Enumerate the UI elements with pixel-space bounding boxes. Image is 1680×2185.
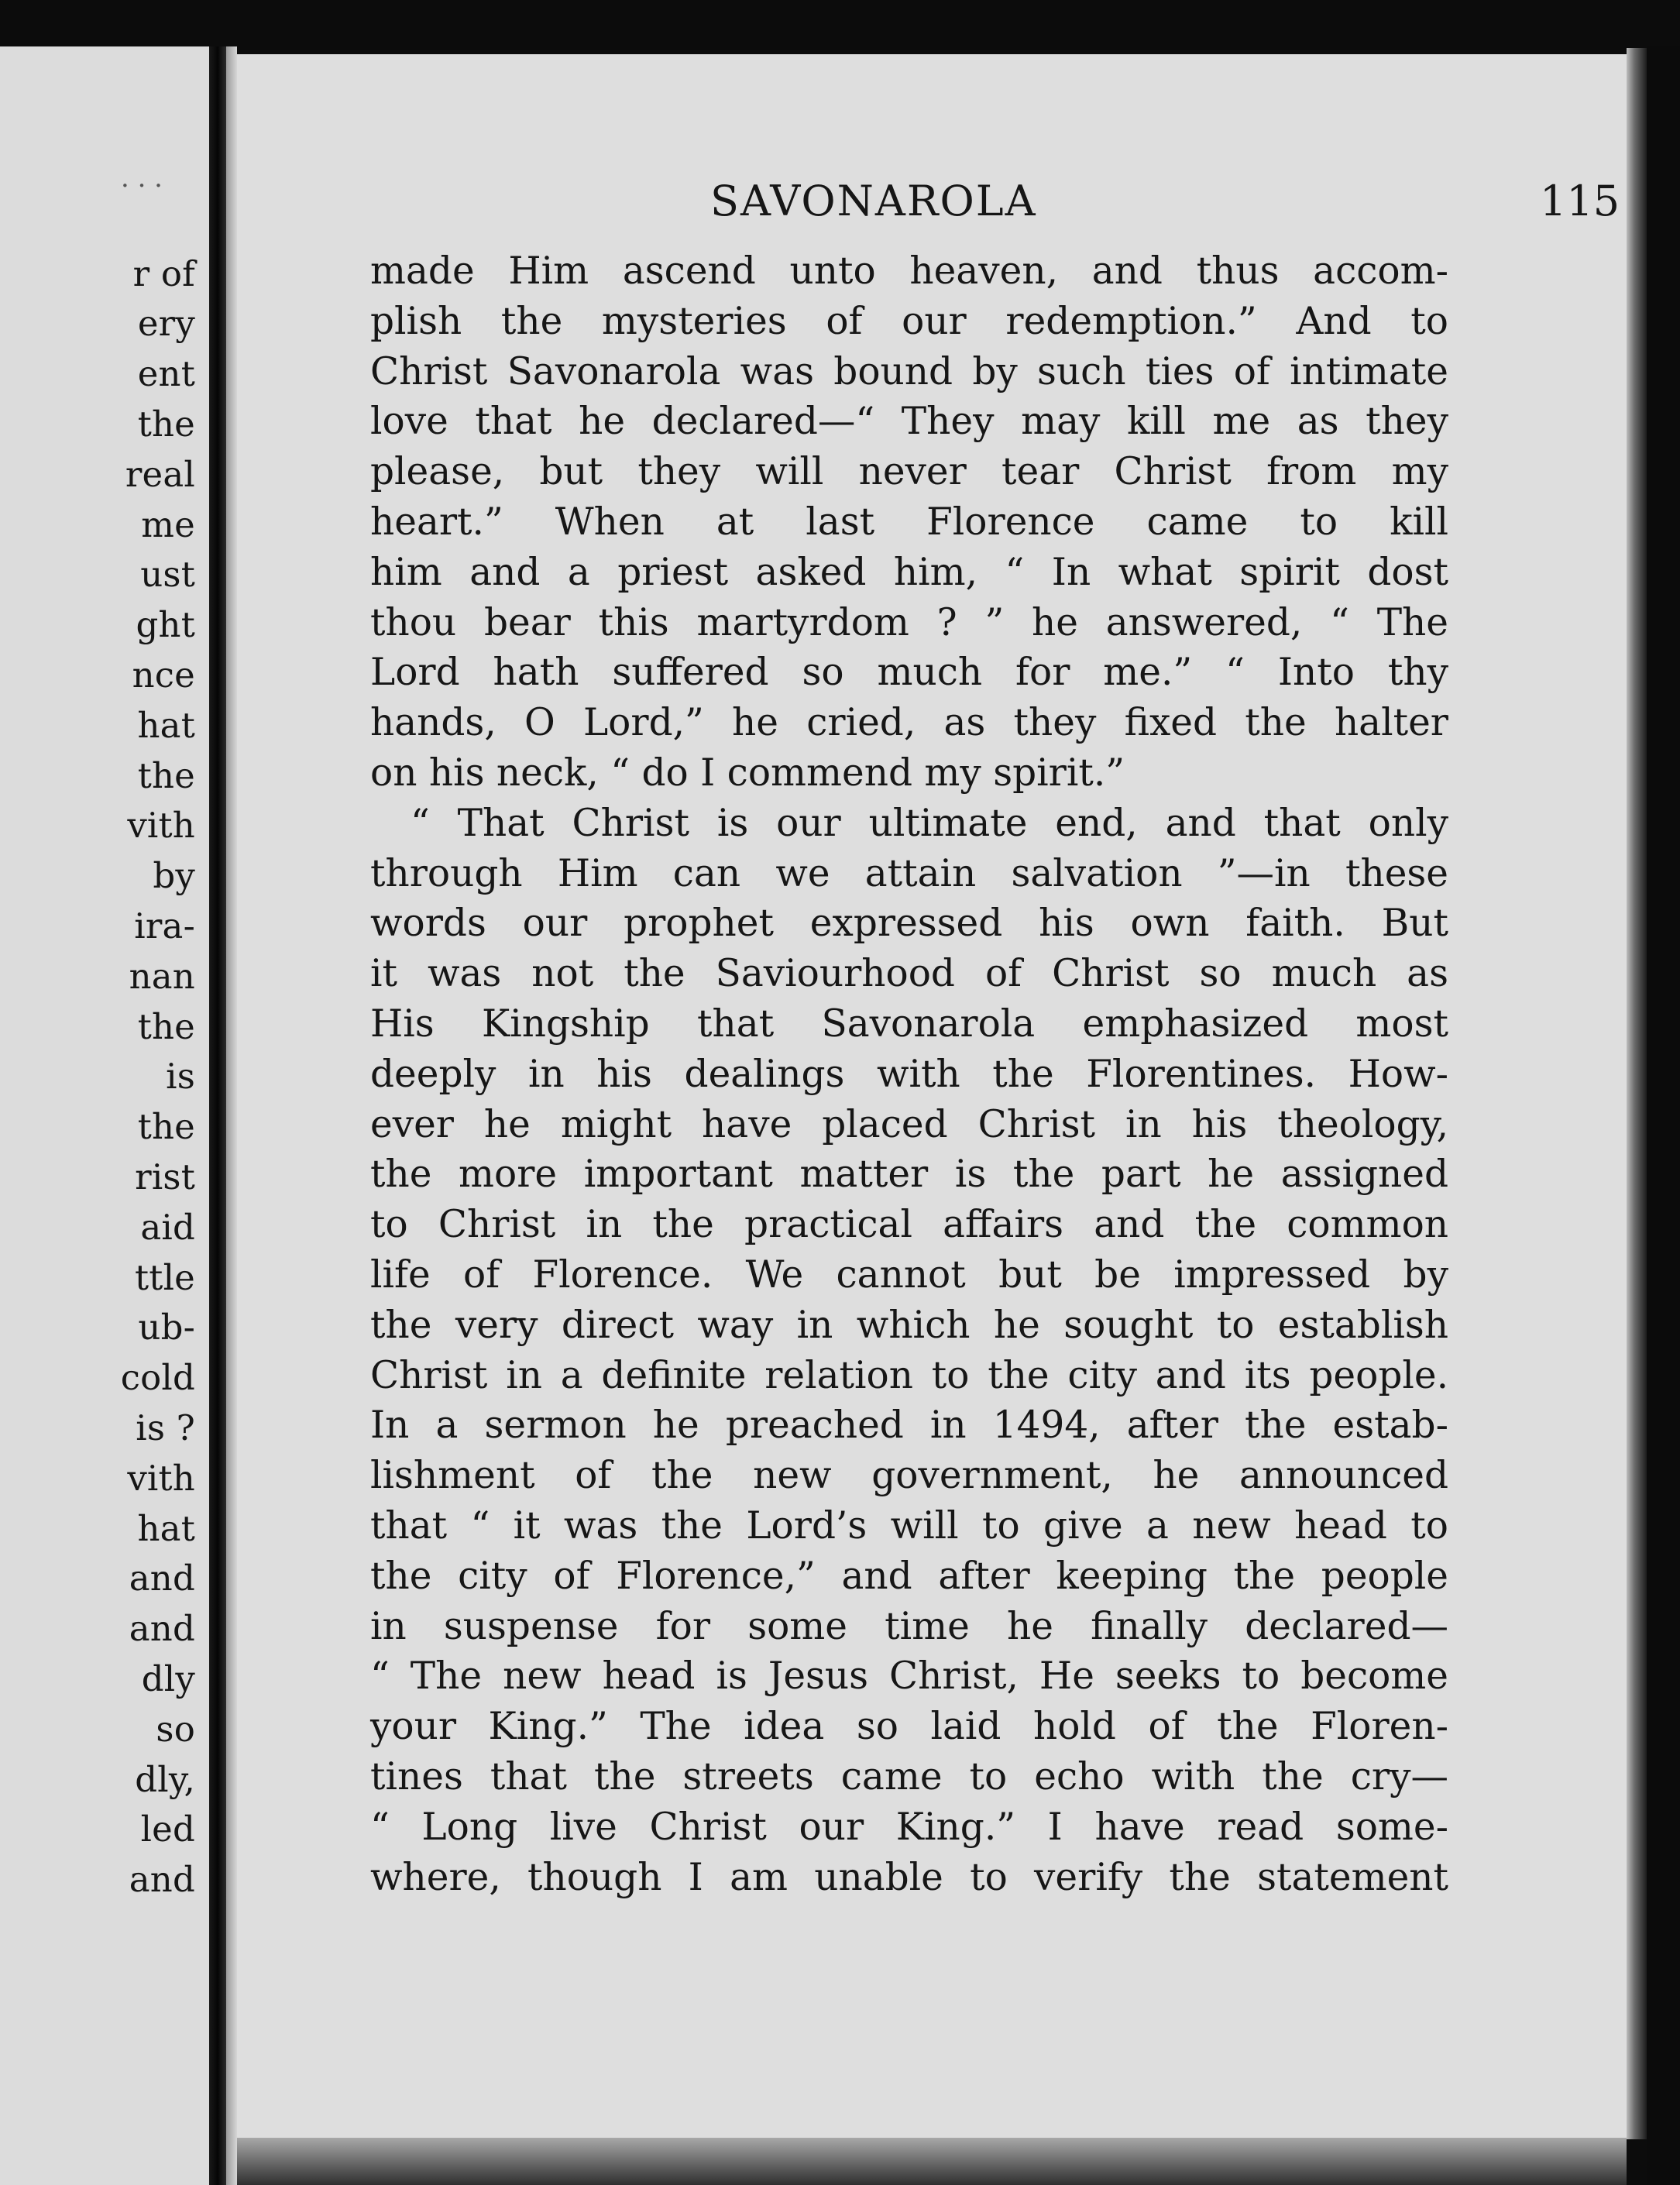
text-line: hands, O Lord,” he cried, as they fixed the halter (370, 701, 1448, 745)
left-fragment: and (129, 1558, 195, 1599)
left-fragment: the (137, 1106, 195, 1147)
book-gutter (209, 46, 226, 2185)
text-line: in suspense for some time he finally declared— (370, 1604, 1448, 1648)
left-page (0, 46, 209, 2185)
gutter-edge (226, 46, 237, 2185)
text-line: ever he might have placed Christ in his theology, (370, 1102, 1448, 1146)
scan-border (1647, 46, 1680, 2185)
text-line: plish the mysteries of our redemption.” And to (370, 299, 1448, 343)
text-line: Lord hath suffered so much for me.” “ Into thy (370, 651, 1448, 695)
page-edge (1627, 48, 1647, 2139)
text-line: on his neck, “ do I commend my spirit.” (370, 751, 1125, 795)
text-line: In a sermon he preached in 1494, after the estab- (370, 1403, 1448, 1448)
left-fragment: cold (120, 1357, 195, 1398)
left-fragment: by (153, 855, 195, 896)
left-fragment: and (129, 1608, 195, 1649)
text-line: His Kingship that Savonarola emphasized most (370, 1001, 1448, 1046)
left-fragment: the (137, 755, 195, 796)
page-bottom-shadow (237, 2138, 1627, 2185)
smudge-marks: · · · (120, 170, 163, 201)
text-line: it was not the Saviourhood of Christ so much as (370, 952, 1448, 996)
left-fragment: dly (141, 1658, 195, 1699)
left-fragment: dly, (135, 1759, 195, 1800)
left-fragment: vith (127, 1458, 195, 1499)
left-fragment: is (166, 1056, 195, 1097)
left-fragment: hat (137, 1508, 195, 1549)
left-fragment: hat (137, 705, 195, 746)
text-line: Christ Savonarola was bound by such ties of intimate (370, 349, 1448, 393)
text-line: that “ it was the Lord’s will to give a new head to (370, 1503, 1448, 1548)
text-line: the city of Florence,” and after keeping the people (370, 1554, 1448, 1598)
text-line: him and a priest asked him, “ In what spirit dost (370, 550, 1448, 594)
text-line: deeply in his dealings with the Florentines. How- (370, 1052, 1448, 1096)
left-fragment: so (156, 1709, 195, 1750)
left-fragment: r of (132, 253, 195, 294)
page-number: 115 (1540, 177, 1620, 225)
text-line: lishment of the new government, he announced (370, 1454, 1448, 1498)
text-line: where, though I am unable to verify the statement (370, 1855, 1448, 1899)
text-line: words our prophet expressed his own faith. But (370, 902, 1448, 946)
body-text (370, 246, 1448, 1902)
text-line: please, but they will never tear Christ from my (370, 450, 1448, 494)
text-line: love that he declared—“ They may kill me as they (370, 400, 1448, 444)
left-fragment: nan (129, 956, 195, 997)
left-fragment: rist (135, 1156, 195, 1197)
left-fragment: ira- (134, 905, 195, 946)
running-title: SAVONAROLA (710, 177, 1037, 225)
text-line: the very direct way in which he sought to establish (370, 1303, 1448, 1347)
left-fragment: ub- (138, 1307, 195, 1348)
left-fragment: and (129, 1859, 195, 1900)
left-fragment: ght (136, 604, 195, 645)
text-line: Christ in a definite relation to the city and its people. (370, 1353, 1448, 1397)
left-fragment: nce (132, 654, 195, 696)
left-fragment: the (137, 1006, 195, 1047)
text-line: heart.” When at last Florence came to kill (370, 500, 1448, 544)
text-line: tines that the streets came to echo with the cry— (370, 1754, 1448, 1799)
text-line: thou bear this martyrdom ? ” he answered, “ The (370, 600, 1448, 644)
left-fragment: ery (137, 303, 195, 344)
text-line: “ The new head is Jesus Christ, He seeks to become (370, 1654, 1448, 1699)
left-fragment: ent (137, 353, 195, 394)
left-fragment: the (137, 404, 195, 445)
text-line: “ That Christ is our ultimate end, and that only (411, 801, 1448, 845)
left-fragment: me (141, 504, 195, 545)
left-fragment: ttle (135, 1257, 195, 1298)
text-line: “ Long live Christ our King.” I have read some- (370, 1805, 1448, 1849)
left-fragment: ust (140, 554, 195, 595)
text-line: through Him can we attain salvation ”—in these (370, 851, 1448, 895)
text-line: the more important matter is the part he assigned (370, 1153, 1448, 1197)
text-line: your King.” The idea so laid hold of the Floren- (370, 1705, 1448, 1749)
left-fragment: real (125, 454, 195, 495)
text-line: to Christ in the practical affairs and the common (370, 1203, 1448, 1247)
right-page (237, 54, 1627, 2138)
left-fragment: aid (140, 1207, 195, 1248)
text-line: made Him ascend unto heaven, and thus accom- (370, 249, 1448, 293)
left-fragment: is ? (136, 1407, 195, 1448)
text-line: life of Florence. We cannot but be impressed by (370, 1252, 1448, 1297)
left-fragment: vith (127, 805, 195, 846)
left-fragment: led (140, 1809, 195, 1850)
